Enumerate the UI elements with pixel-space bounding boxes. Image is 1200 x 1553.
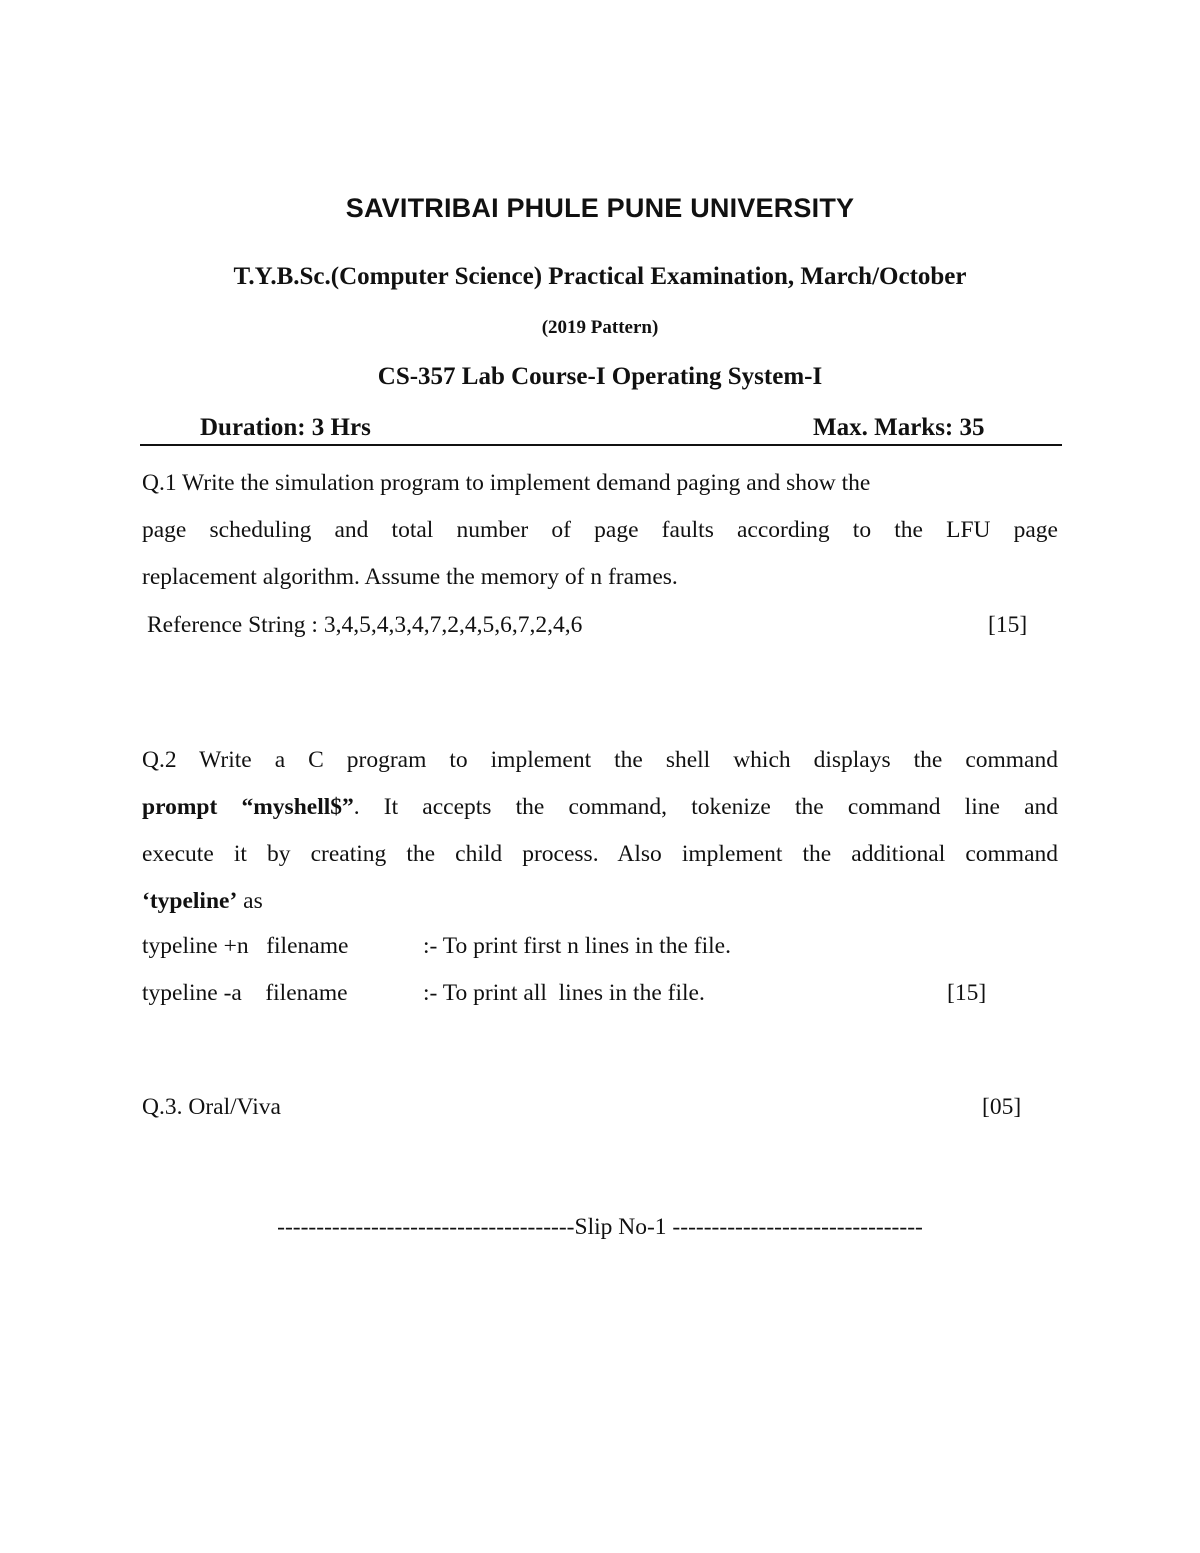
course-title: CS-357 Lab Course-I Operating System-I: [377, 363, 823, 390]
typeline-option-command: typeline +n filename: [142, 933, 349, 959]
typeline-option-description: :- To print all lines in the file.: [423, 980, 705, 1006]
question-2-line: [142, 784, 1058, 831]
typeline-option-command: typeline -a filename: [142, 980, 348, 1006]
exam-title: T.Y.B.Sc.(Computer Science) Practical Examination, March/October: [233, 263, 967, 290]
question-1-line: Q.1 Write the simulation program to implement demand paging and show the: [142, 470, 871, 496]
question-1-line: replacement algorithm. Assume the memory of n frames.: [142, 564, 678, 590]
question-3-marks: [05]: [982, 1094, 1022, 1120]
question-2-text: . It accepts the command, tokenize the command line and: [353, 794, 1059, 820]
question-1-line: page scheduling and total number of page faults according to the LFU page: [142, 517, 1058, 543]
typeline-command: ‘typeline’: [142, 888, 238, 914]
question-2-text: as: [237, 888, 263, 914]
question-1-marks: [15]: [988, 612, 1028, 638]
question-2-marks: [15]: [947, 980, 987, 1006]
reference-string: Reference String : 3,4,5,4,3,4,7,2,4,5,6,7,2,4,6: [147, 612, 583, 638]
max-marks-label: Max. Marks: 35: [813, 414, 985, 441]
question-1: [142, 460, 1058, 601]
question-2-line: [142, 878, 1058, 925]
question-2: [142, 737, 1058, 925]
slip-number: --------------------------------------Slip No-1 --------------------------------: [277, 1214, 923, 1240]
prompt-label: prompt: [142, 794, 218, 820]
question-2-line: Q.2 Write a C program to implement the shell which displays the command: [142, 747, 1058, 773]
question-2-line: execute it by creating the child process. Also implement the additional command: [142, 841, 1058, 867]
university-title: SAVITRIBAI PHULE PUNE UNIVERSITY: [345, 193, 855, 223]
pattern-label: (2019 Pattern): [541, 317, 659, 338]
typeline-option-description: :- To print first n lines in the file.: [423, 933, 731, 959]
myshell-prompt: “myshell$”: [241, 794, 354, 820]
header-divider: [140, 444, 1062, 446]
duration-label: Duration: 3 Hrs: [200, 414, 371, 441]
question-3: Q.3. Oral/Viva: [142, 1094, 281, 1120]
